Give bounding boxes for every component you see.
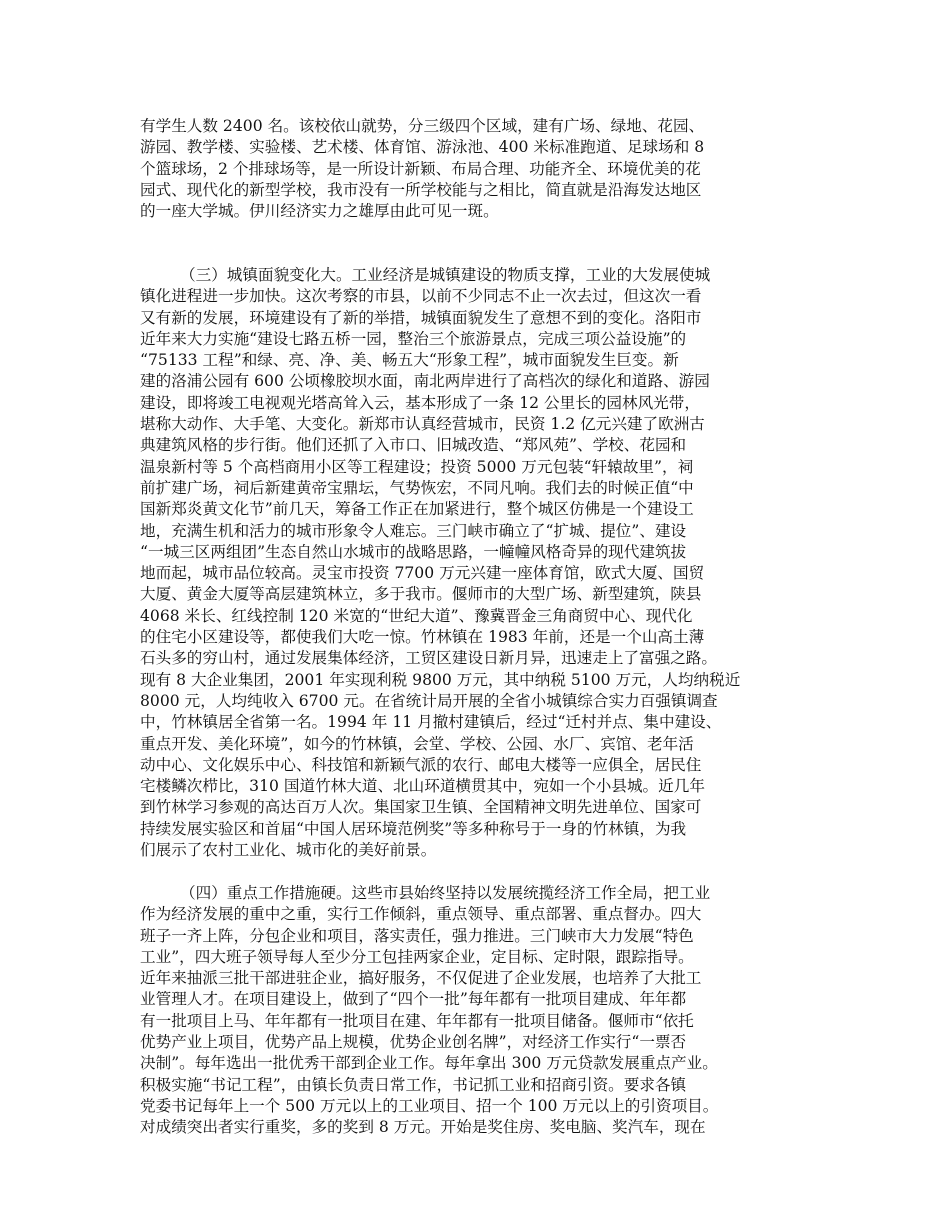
text-line: 游园、教学楼、实验楼、艺术楼、体育馆、游泳池、400 米标准跑道、足球场和 8 <box>140 138 705 157</box>
text-line: （四）重点工作措施硬。这些市县始终坚持以发展统揽经济工作全局，把工业 <box>180 884 711 902</box>
text-line: 作为经济发展的重中之重，实行工作倾斜，重点领导、重点部署、重点督办。四大 <box>140 905 702 924</box>
paragraph-2 <box>140 265 810 861</box>
paragraph-1 <box>140 116 810 222</box>
text-line: 党委书记每年上一个 500 万元以上的工业项目、招一个 100 万元以上的引资项目。 <box>140 1096 719 1115</box>
text-line: 近年来抽派三批干部进驻企业，搞好服务，不仅促进了企业发展，也培养了大批工 <box>140 969 702 988</box>
text-line: 又有新的发展，环境建设有了新的举措，城镇面貌发生了意想不到的变化。洛阳市 <box>140 308 702 327</box>
text-line: 石头多的穷山村，通过发展集体经济，工贸区建设日新月异，迅速走上了富强之路。 <box>140 649 717 668</box>
text-line: 近年来大力实施“建设七路五桥一园，整治三个旅游景点，完成三项公益设施”的 <box>140 329 687 348</box>
text-line: 前扩建广场，祠后新建黄帝宝鼎坛，气势恢宏，不同凡响。我们去的时候正值“中 <box>140 478 694 497</box>
text-line: 地而起，城市品位较高。灵宝市投资 7700 万元兴建一座体育馆，欧式大厦、国贸 <box>140 564 705 583</box>
text-line: 工业”，四大班子领导每人至少分工包挂两家企业，定目标、定时限，跟踪指导。 <box>140 947 694 966</box>
text-line: 国新郑炎黄文化节”前几天，筹备工作正在加紧进行，整个城区仿佛是一个建设工 <box>140 500 694 519</box>
text-line: 班子一齐上阵，分包企业和项目，落实责任，强力推进。三门峡市大力发展“特色 <box>140 926 694 945</box>
text-line: 业管理人才。在项目建设上，做到了“四个一批”每年都有一批项目建成、年年都 <box>140 990 687 1009</box>
text-line: 现有 8 大企业集团，2001 年实现利税 9800 万元，其中纳税 5100 万元，人均纳税近 <box>140 670 741 689</box>
text-line: 持续发展实验区和首届“中国人居环境范例奖”等多种称号于一身的竹林镇，为我 <box>140 819 687 838</box>
text-line: 们展示了农村工业化、城市化的美好前景。 <box>140 841 437 860</box>
text-line: 优势产业上项目，优势产品上规模，优势企业创名牌”，对经济工作实行“一票否 <box>140 1033 687 1052</box>
text-line: 4068 米长、红线控制 120 米宽的“世纪大道”、豫冀晋金三角商贸中心、现代化 <box>140 606 693 625</box>
text-line: 宅楼鳞次栉比，310 国道竹林大道、北山环道横贯其中，宛如一个小县城。近几年 <box>140 777 705 796</box>
text-line: 大厦、黄金大厦等高层建筑林立，多于我市。偃师市的大型广场、新型建筑，陕县 <box>140 585 702 604</box>
paragraph-3 <box>140 883 810 1139</box>
text-line: 到竹林学习参观的高达百万人次。集国家卫生镇、全国精神文明先进单位、国家可 <box>140 798 702 817</box>
text-line: 个篮球场，2 个排球场等，是一所设计新颖、布局合理、功能齐全、环境优美的花 <box>140 159 701 178</box>
text-line: 堪称大动作、大手笔、大变化。新郑市认真经营城市，民资 1.2 亿元兴建了欧洲古 <box>140 415 705 434</box>
text-line: 的一座大学城。伊川经济实力之雄厚由此可见一斑。 <box>140 202 499 221</box>
text-line: 建设，即将竣工电视观光塔高耸入云，基本形成了一条 12 公里长的园林风光带， <box>140 393 700 412</box>
text-line: 温泉新村等 5 个高档商用小区等工程建设；投资 5000 万元包装“轩辕故里”，祠 <box>140 457 694 476</box>
text-line: 园式、现代化的新型学校，我市没有一所学校能与之相比，简直就是沿海发达地区 <box>140 180 702 199</box>
text-line: 动中心、文化娱乐中心、科技馆和新颖气派的农行、邮电大楼等一应俱全，居民住 <box>140 755 702 774</box>
text-line: （三）城镇面貌变化大。工业经济是城镇建设的物质支撑，工业的大发展使城 <box>180 266 711 284</box>
text-line: 重点开发、美化环境”，如今的竹林镇，会堂、学校、公园、水厂、宾馆、老年活 <box>140 734 694 753</box>
text-line: 有一批项目上马、年年都有一批项目在建、年年都有一批项目储备。偃师市“依托 <box>140 1011 694 1030</box>
text-line: 镇化进程进一步加快。这次考察的市县，以前不少同志不止一次去过，但这次一看 <box>140 287 702 306</box>
text-line: 建的洛浦公园有 600 公顷橡胶坝水面，南北两岸进行了高档次的绿化和道路、游园 <box>140 372 710 391</box>
text-line: 的住宅小区建设等，都使我们大吃一惊。竹林镇在 1983 年前，还是一个山高土薄 <box>140 628 705 647</box>
text-line: 典建筑风格的步行街。他们还抓了入市口、旧城改造、“郑风苑”、学校、花园和 <box>140 436 687 455</box>
text-line: 决制”。每年选出一批优秀干部到企业工作。每年拿出 300 万元贷款发展重点产业。 <box>140 1054 718 1073</box>
text-line: 中，竹林镇居全省第一名。1994 年 11 月撤村建镇后，经过“迁村并点、集中建设、 <box>140 713 722 732</box>
text-line: 有学生人数 2400 名。该校依山就势，分三级四个区域，建有广场、绿地、花园、 <box>140 117 705 135</box>
text-line: “一城三区两组团”生态自然山水城市的战略思路，一幢幢风格奇异的现代建筑拔 <box>140 542 687 561</box>
text-line: 8000 元，人均纯收入 6700 元。在省统计局开展的全省小城镇综合实力百强镇调查 <box>140 691 718 710</box>
text-line: 地，充满生机和活力的城市形象令人难忘。三门峡市确立了“扩城、提位”、建设 <box>140 521 687 540</box>
text-line: 对成绩突出者实行重奖，多的奖到 8 万元。开始是奖住房、奖电脑、奖汽车，现在 <box>140 1118 706 1137</box>
text-line: 积极实施“书记工程”，由镇长负责日常工作，书记抓工业和招商引资。要求各镇 <box>140 1075 687 1094</box>
text-line: “75133 工程”和绿、亮、净、美、畅五大“形象工程”，城市面貌发生巨变。新 <box>140 351 679 370</box>
